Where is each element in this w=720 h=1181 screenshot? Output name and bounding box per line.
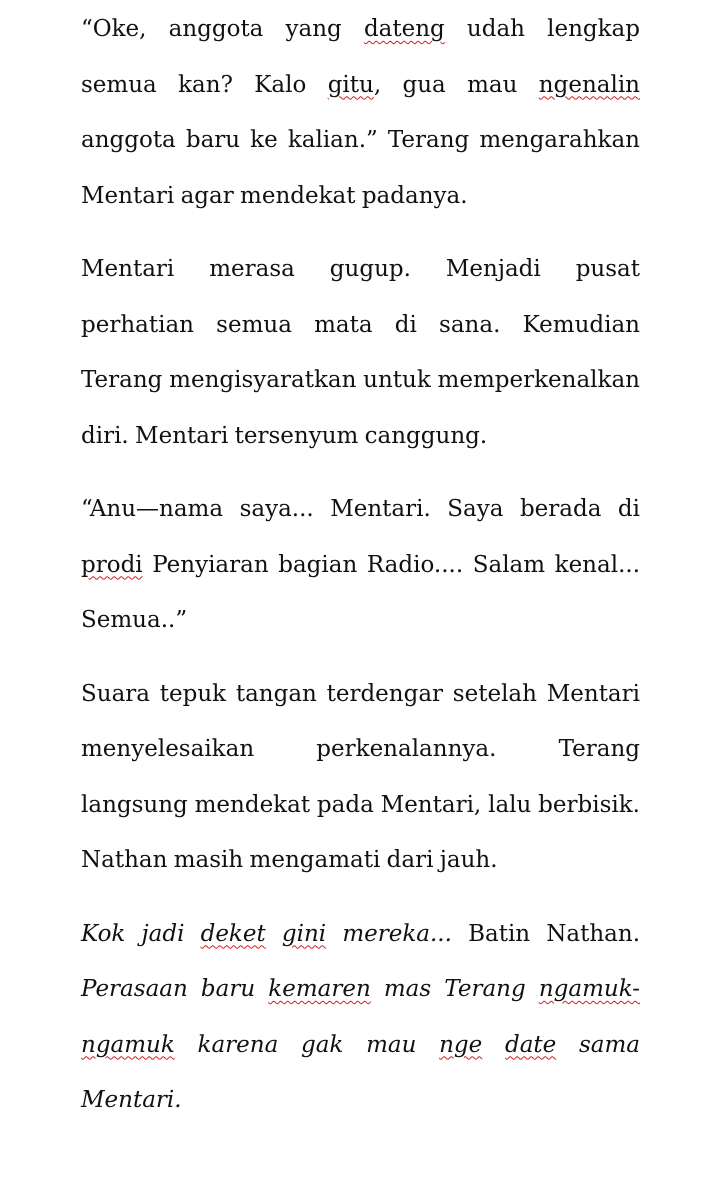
text-run [482, 1032, 505, 1058]
misspelled-word[interactable]: deket [200, 920, 266, 947]
text-run: Kok jadi [81, 920, 201, 947]
text-run: anggota baru ke kalian.” Terang mengarahkan Mentari agar mendekat padanya. [81, 127, 640, 209]
text-run: “Anu—nama saya... Mentari. Saya berada di [81, 496, 640, 522]
text-run: Perasaan baru [81, 976, 269, 1002]
text-run [266, 921, 282, 947]
paragraph-4 [81, 667, 640, 889]
misspelled-word[interactable]: prodi [81, 551, 143, 578]
misspelled-word[interactable]: gitu [327, 71, 374, 98]
misspelled-word[interactable]: dateng [363, 16, 445, 42]
text-run: Penyiaran bagian Radio.... Salam kenal... Semua..” [81, 551, 640, 633]
text-run: Suara tepuk tangan terdengar setelah Mentari menyelesaikan perkenalannya. Terang langsung mendekat pada Mentari, lalu berbisik. Nathan masih mengamati dari jauh. [81, 680, 640, 873]
misspelled-word[interactable]: ngamuk-ngamuk [81, 976, 641, 1058]
paragraph-5 [81, 907, 640, 1129]
text-run: sama Mentari. [81, 1031, 641, 1113]
misspelled-word[interactable]: nge [439, 1031, 483, 1058]
paragraph-1 [81, 2, 640, 224]
paragraph-3 [81, 482, 640, 649]
text-run: “Oke, anggota yang [81, 16, 364, 42]
text-run: , gua mau [373, 71, 539, 98]
paragraph-2 [81, 242, 640, 464]
text-run: Batin Nathan. [451, 920, 641, 947]
text-run: udah lengkap semua kan? Kalo [81, 16, 640, 98]
misspelled-word[interactable]: gini [281, 920, 327, 947]
misspelled-word[interactable]: kemaren [268, 976, 371, 1002]
text-run: mas Terang [370, 976, 539, 1002]
misspelled-word[interactable]: date [504, 1031, 557, 1058]
misspelled-word[interactable]: ngenalin [538, 71, 640, 98]
text-run: mereka... [326, 920, 452, 947]
document-body [81, 2, 640, 1147]
text-run: karena gak mau [174, 1031, 440, 1058]
text-run: Mentari merasa gugup. Menjadi pusat perhatian semua mata di sana. Kemudian Terang mengisyaratkan untuk memperkenalkan diri. Mentari tersenyum canggung. [81, 256, 640, 449]
